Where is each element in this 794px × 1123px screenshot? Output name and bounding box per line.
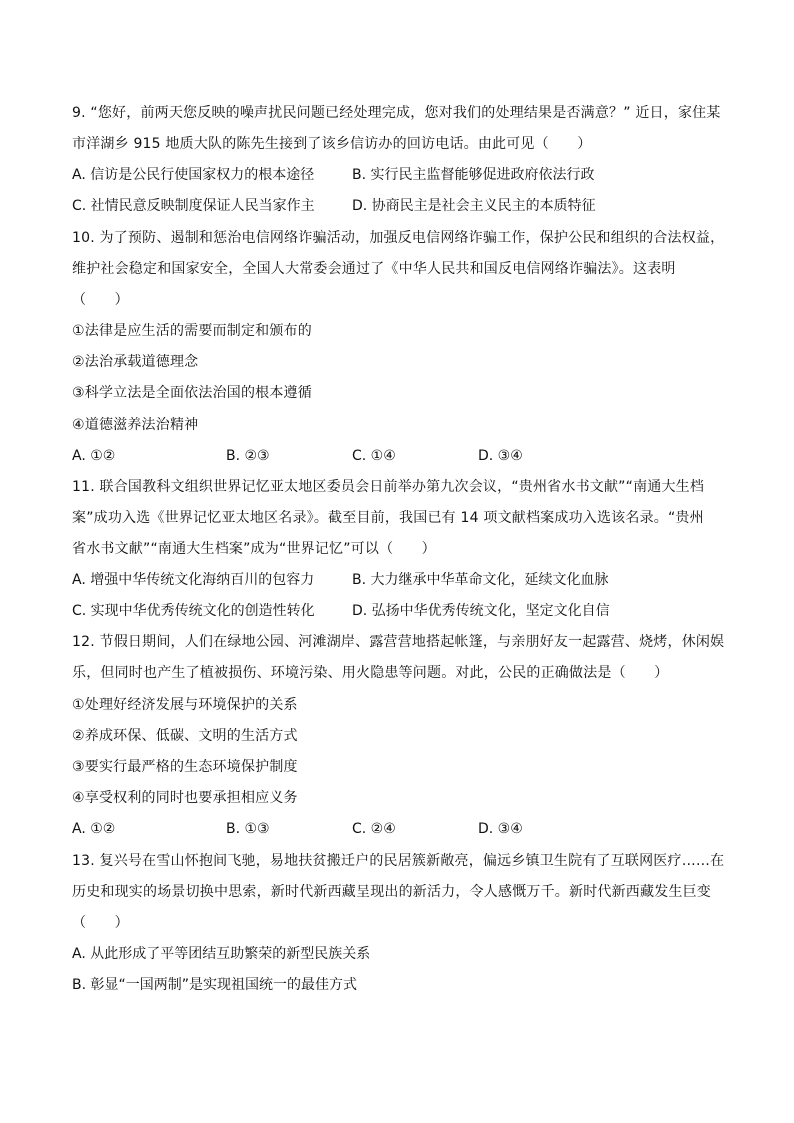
q11-stem-line-2: 案”成功入选《世界记忆亚太地区名录》。截至目前，我国已有 14 项文献档案成功入选该名录。“贵州 (72, 510, 704, 526)
q10-option-c: C. ①④ (352, 448, 396, 464)
q13-stem-line-3: （ ） (72, 915, 129, 931)
q13-stem-line-1: 13. 复兴号在雪山怀抱间飞驰，易地扶贫搬迁户的民居簇新敞亮，偏远乡镇卫生院有了互联网医疗……在 (72, 853, 725, 869)
q13-stem-line-2: 历史和现实的场景切换中思索，新时代新西藏呈现出的新活力，令人感慨万千。新时代新西藏发生巨变 (72, 884, 711, 900)
q10-stem-line-3: （ ） (72, 292, 129, 308)
q11-option-a: A. 增强中华传统文化海纳百川的包容力 (72, 572, 315, 588)
q9-option-b: B. 实行民主监督能够促进政府依法行政 (352, 167, 595, 183)
q13-option-a: A. 从此形成了平等团结互助繁荣的新型民族关系 (72, 946, 371, 962)
q10-option-b: B. ②③ (226, 448, 270, 464)
q10-statement-1: ①法律是应生活的需要而制定和颁布的 (72, 323, 312, 339)
q9-option-a: A. 信访是公民行使国家权力的根本途径 (72, 167, 315, 183)
q12-statement-2: ②养成环保、低碳、文明的生活方式 (72, 728, 298, 744)
q10-statement-3: ③科学立法是全面依法治国的根本遵循 (72, 385, 312, 401)
q11-stem-line-3: 省水书文献”“南通大生档案”成为“世界记忆”可以（ ） (72, 541, 436, 557)
q10-stem-line-2: 维护社会稳定和国家安全，全国人大常委会通过了《中华人民共和国反电信网络诈骗法》。这表明 (72, 261, 676, 277)
q12-stem-line-2: 乐，但同时也产生了植被损伤、环境污染、用火隐患等问题。对此，公民的正确做法是（ ） (72, 665, 669, 681)
q12-statement-1: ①处理好经济发展与环境保护的关系 (72, 697, 298, 713)
q12-option-d: D. ③④ (478, 821, 523, 837)
q9-stem-line-1: 9. “您好，前两天您反映的噪声扰民问题已经处理完成，您对我们的处理结果是否满意？” 近日，家住某 (72, 105, 721, 121)
q10-option-a: A. ①② (72, 448, 116, 464)
q11-stem-line-1: 11. 联合国教科文组织世界记忆亚太地区委员会日前举办第九次会议，“贵州省水书文献”“南通大生档 (72, 479, 705, 495)
q13-option-b: B. 彰显“一国两制”是实现祖国统一的最佳方式 (72, 977, 358, 993)
q10-stem-line-1: 10. 为了预防、遏制和惩治电信网络诈骗活动，加强反电信网络诈骗工作，保护公民和组织的合法权益， (72, 230, 725, 246)
q12-option-a: A. ①② (72, 821, 116, 837)
q11-option-d: D. 弘扬中华优秀传统文化，坚定文化自信 (352, 603, 610, 619)
q12-statement-4: ④享受权利的同时也要承担相应义务 (72, 790, 298, 806)
q9-stem-line-2: 市洋湖乡 915 地质大队的陈先生接到了该乡信访办的回访电话。由此可见（ ） (72, 136, 592, 152)
q12-stem-line-1: 12. 节假日期间，人们在绿地公园、河滩湖岸、露营营地搭起帐篷，与亲朋好友一起露营、烧烤，休闲娱 (72, 634, 725, 650)
q12-option-b: B. ①③ (226, 821, 270, 837)
q12-statement-3: ③要实行最严格的生态环境保护制度 (72, 759, 298, 775)
q10-option-d: D. ③④ (478, 448, 523, 464)
q10-statement-2: ②法治承载道德理念 (72, 354, 199, 370)
q9-option-d: D. 协商民主是社会主义民主的本质特征 (352, 198, 596, 214)
q11-option-c: C. 实现中华优秀传统文化的创造性转化 (72, 603, 315, 619)
q11-option-b: B. 大力继承中华革命文化，延续文化血脉 (352, 572, 609, 588)
q9-option-c: C. 社情民意反映制度保证人民当家作主 (72, 198, 315, 214)
q12-option-c: C. ②④ (352, 821, 396, 837)
q10-statement-4: ④道德滋养法治精神 (72, 417, 199, 433)
